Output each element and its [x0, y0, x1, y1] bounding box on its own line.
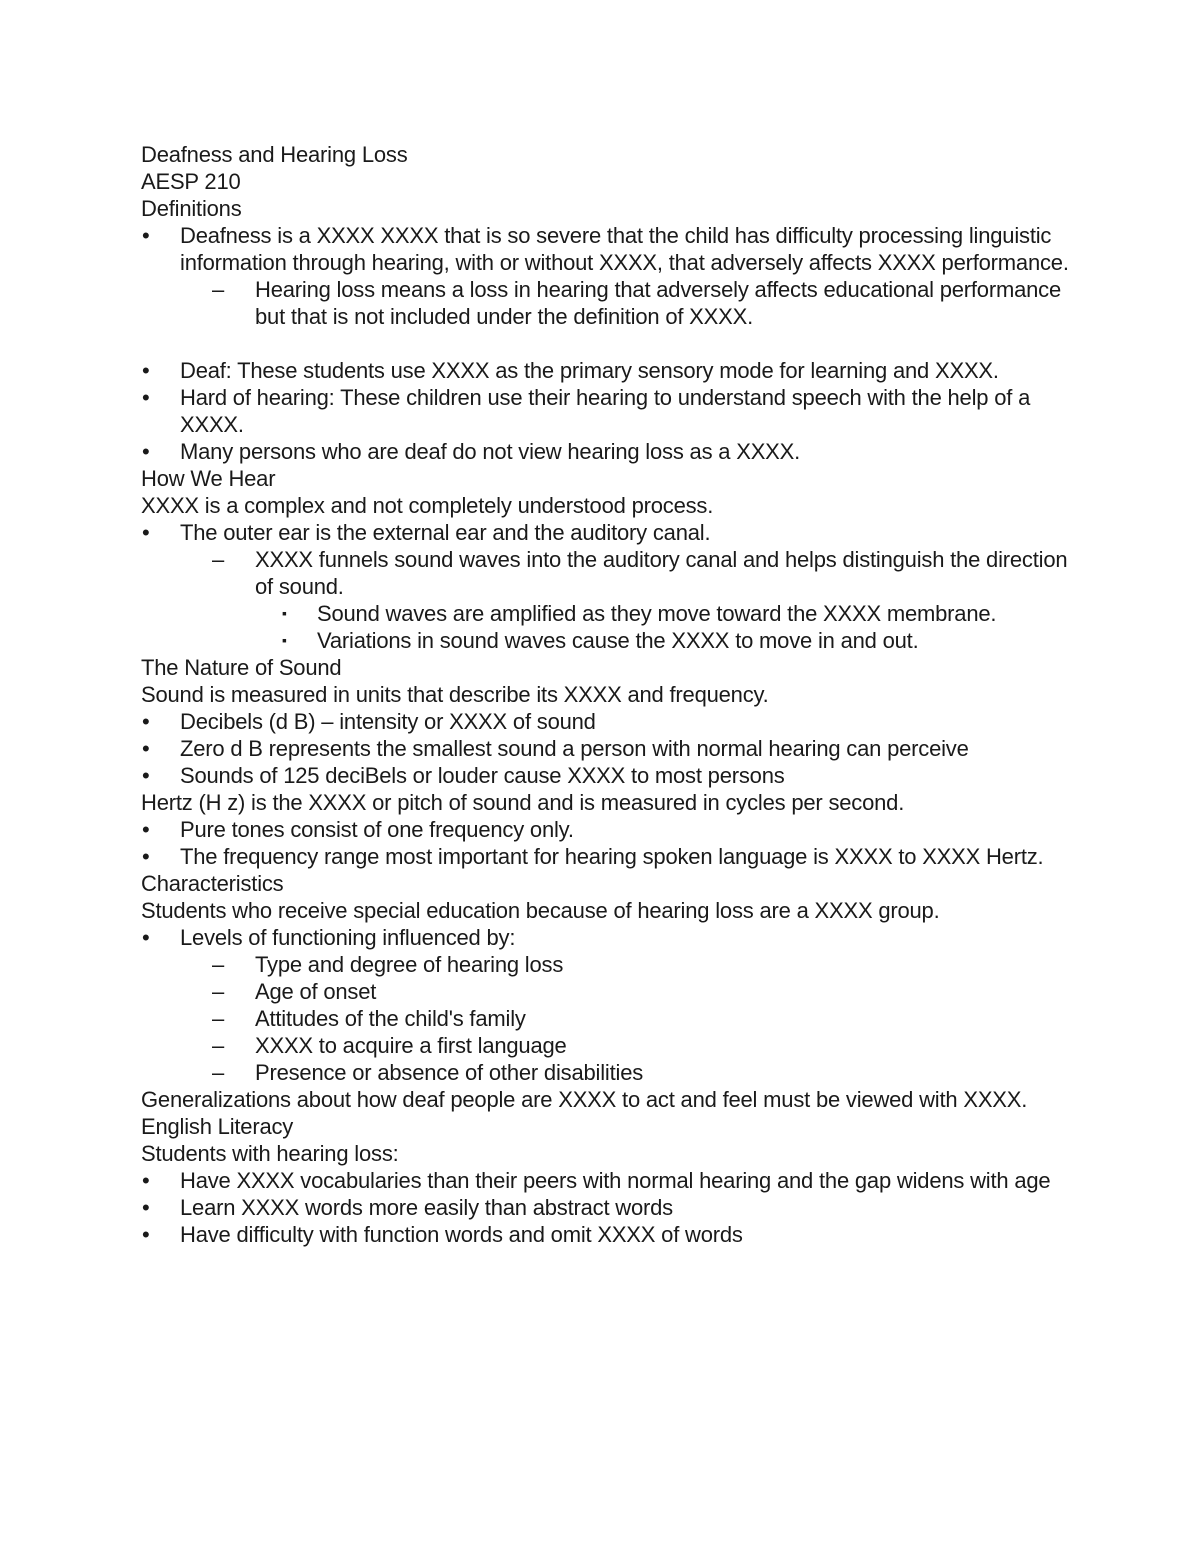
- list-item: [141, 1194, 1071, 1221]
- sub-sub-list-item: [141, 627, 1071, 654]
- sub-list-item: [141, 546, 1071, 600]
- list-item-text: Sounds of 125 deciBels or louder cause XXXX to most persons: [180, 763, 785, 788]
- list-item-text: Deaf: These students use XXXX as the primary sensory mode for learning and XXXX.: [180, 358, 999, 383]
- bullet-marker: •: [142, 817, 150, 842]
- list-item: [141, 843, 1071, 870]
- list-item: [141, 708, 1071, 735]
- sub-list-item: [141, 978, 1071, 1005]
- list-item: [141, 1221, 1071, 1248]
- section-outro: Generalizations about how deaf people are XXXX to act and feel must be viewed with XXXX.: [141, 1087, 1028, 1112]
- dash-marker: –: [212, 979, 225, 1004]
- list-item-text: Have difficulty with function words and omit XXXX of words: [180, 1222, 743, 1247]
- sub-list-item-text: Age of onset: [255, 979, 377, 1004]
- section-intro: XXXX is a complex and not completely understood process.: [141, 493, 714, 518]
- square-marker: ▪: [282, 605, 287, 621]
- list-item: [141, 357, 1071, 384]
- sub-list-item-text: XXXX funnels sound waves into the auditory canal and helps distinguish the direction of sound.: [255, 547, 1068, 599]
- list-item-text: Have XXXX vocabularies than their peers with normal hearing and the gap widens with age: [180, 1168, 1051, 1193]
- sub-list-item: [141, 1059, 1071, 1086]
- dash-marker: –: [212, 952, 225, 977]
- list-item-text: Learn XXXX words more easily than abstract words: [180, 1195, 673, 1220]
- sub-list-item-text: Presence or absence of other disabilities: [255, 1060, 644, 1085]
- list-item-text: The outer ear is the external ear and the auditory canal.: [180, 520, 711, 545]
- section-intro: Sound is measured in units that describe its XXXX and frequency.: [141, 682, 769, 707]
- document-page: [141, 141, 1071, 1248]
- list-item: [141, 438, 1071, 465]
- list-item: [141, 384, 1071, 438]
- hertz-intro: Hertz (H z) is the XXXX or pitch of sound and is measured in cycles per second.: [141, 790, 905, 815]
- section-heading-definitions: Definitions: [141, 196, 242, 221]
- sub-sub-list-item-text: Variations in sound waves cause the XXXX to move in and out.: [317, 628, 919, 653]
- list-item-text: Hard of hearing: These children use their hearing to understand speech with the help of a XXXX.: [180, 385, 1031, 437]
- sub-list-item: [141, 951, 1071, 978]
- sub-list-item-text: Type and degree of hearing loss: [255, 952, 564, 977]
- list-item: [141, 924, 1071, 951]
- sub-list-item-text: XXXX to acquire a first language: [255, 1033, 567, 1058]
- list-item-text: Decibels (d B) – intensity or XXXX of sound: [180, 709, 596, 734]
- sub-sub-list-item: [141, 600, 1071, 627]
- bullet-marker: •: [142, 1168, 150, 1193]
- list-item: [141, 519, 1071, 546]
- list-item-text: Levels of functioning influenced by:: [180, 925, 516, 950]
- bullet-marker: •: [142, 223, 150, 248]
- bullet-marker: •: [142, 709, 150, 734]
- document-title: Deafness and Hearing Loss: [141, 142, 408, 167]
- list-item: [141, 222, 1071, 276]
- sub-list-item-text: Hearing loss means a loss in hearing that adversely affects educational performance but that is not included under the definition of XXXX.: [255, 277, 1062, 329]
- bullet-marker: •: [142, 844, 150, 869]
- sub-list-item: [141, 1032, 1071, 1059]
- list-item-text: Many persons who are deaf do not view hearing loss as a XXXX.: [180, 439, 801, 464]
- course-code: AESP 210: [141, 169, 241, 194]
- bullet-marker: •: [142, 358, 150, 383]
- bullet-marker: •: [142, 439, 150, 464]
- bullet-marker: •: [142, 1195, 150, 1220]
- dash-marker: –: [212, 547, 225, 572]
- bullet-marker: •: [142, 1222, 150, 1247]
- square-marker: ▪: [282, 632, 287, 648]
- list-item: [141, 762, 1071, 789]
- section-heading-nature-of-sound: The Nature of Sound: [141, 655, 342, 680]
- bullet-marker: •: [142, 736, 150, 761]
- section-intro: Students with hearing loss:: [141, 1141, 399, 1166]
- blank-line: [141, 330, 1071, 357]
- bullet-marker: •: [142, 520, 150, 545]
- list-item-text: Zero d B represents the smallest sound a person with normal hearing can perceive: [180, 736, 969, 761]
- bullet-marker: •: [142, 763, 150, 788]
- list-item-text: Pure tones consist of one frequency only.: [180, 817, 574, 842]
- bullet-marker: •: [142, 385, 150, 410]
- section-intro: Students who receive special education because of hearing loss are a XXXX group.: [141, 898, 940, 923]
- list-item: [141, 735, 1071, 762]
- sub-list-item: [141, 1005, 1071, 1032]
- section-heading-english-literacy: English Literacy: [141, 1114, 294, 1139]
- dash-marker: –: [212, 1033, 225, 1058]
- sub-list-item-text: Attitudes of the child's family: [255, 1006, 526, 1031]
- sub-list-item: [141, 276, 1071, 330]
- list-item: [141, 816, 1071, 843]
- bullet-marker: •: [142, 925, 150, 950]
- dash-marker: –: [212, 1006, 225, 1031]
- sub-sub-list-item-text: Sound waves are amplified as they move toward the XXXX membrane.: [317, 601, 997, 626]
- dash-marker: –: [212, 277, 225, 302]
- dash-marker: –: [212, 1060, 225, 1085]
- list-item-text: The frequency range most important for hearing spoken language is XXXX to XXXX Hertz.: [180, 844, 1044, 869]
- list-item-text: Deafness is a XXXX XXXX that is so severe that the child has difficulty processing linguistic information through hearing, with or without XXXX, that adversely affects XXXX performance.: [180, 223, 1069, 275]
- section-heading-how-we-hear: How We Hear: [141, 466, 276, 491]
- list-item: [141, 1167, 1071, 1194]
- section-heading-characteristics: Characteristics: [141, 871, 284, 896]
